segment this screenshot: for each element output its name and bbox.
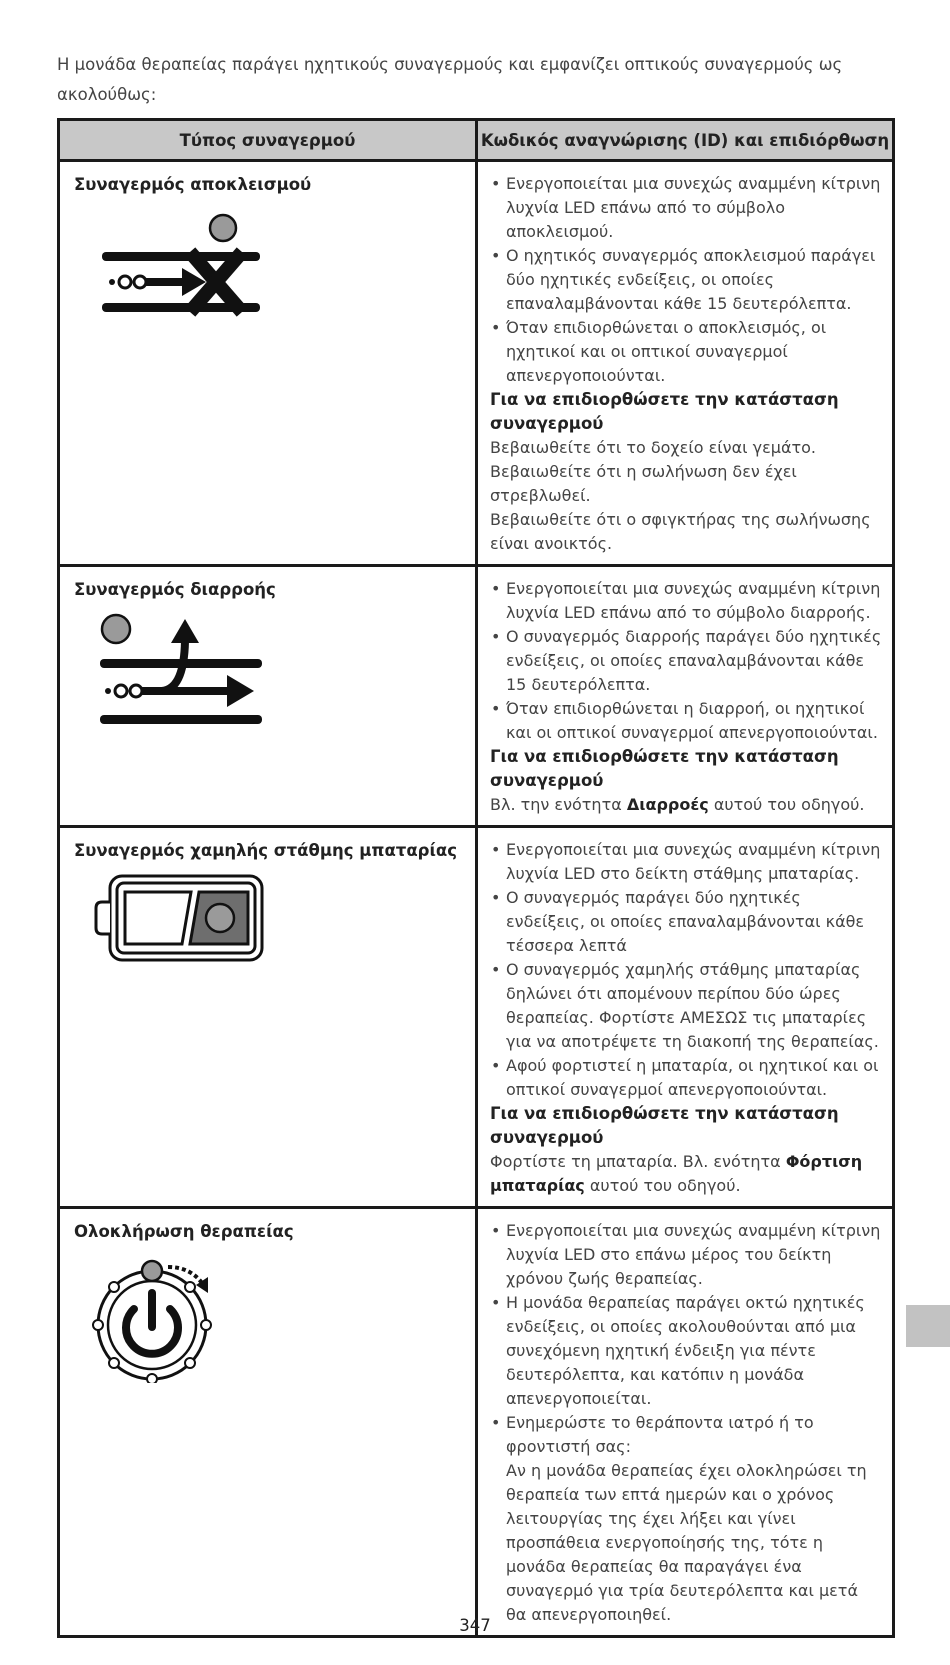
alarm-type-name: Συναγερμός χαμηλής στάθμης μπαταρίας <box>74 841 458 860</box>
list-item: • Όταν επιδιορθώνεται η διαρροή, οι ηχητικοί και οι οπτικοί συναγερμοί απενεργοποιούνται. <box>490 697 882 745</box>
fix-text: Φορτίστε τη μπαταρία. Βλ. ενότητα <box>490 1152 786 1171</box>
table-row-leak <box>59 566 894 827</box>
alarm-type-cell <box>59 827 477 1208</box>
list-item: • Αφού φορτιστεί η μπαταρία, οι ηχητικοί και οι οπτικοί συναγερμοί απενεργοποιούνται. <box>490 1054 882 1102</box>
list-item: • Ενεργοποιείται μια συνεχώς αναμμένη κίτρινη λυχνία LED επάνω από το σύμβολο διαρροής. <box>490 577 882 625</box>
fix-line: Βεβαιωθείτε ότι ο σφιγκτήρας της σωλήνωσης είναι ανοικτός. <box>490 510 871 553</box>
list-item: • Ενεργοποιείται μια συνεχώς αναμμένη κίτρινη λυχνία LED στο επάνω μέρος του δείκτη χρόνου ζωής θεραπείας. <box>490 1219 882 1291</box>
list-item: • Ενημερώστε το θεράποντα ιατρό ή το φροντιστή σας: <box>490 1411 882 1459</box>
fix-title: Για να επιδιορθώσετε την κατάσταση συναγερμού <box>490 747 839 790</box>
fix-section-reference: Διαρροές <box>626 795 709 814</box>
alarm-desc-cell <box>477 566 894 827</box>
fix-text: Βλ. την ενότητα <box>490 795 627 814</box>
list-item: • Ο συναγερμός παράγει δύο ηχητικές ενδείξεις, οι οποίες επαναλαμβάνονται κάθε τέσσερα λεπτά <box>490 886 882 958</box>
alarm-type-name: Συναγερμός αποκλεισμού <box>74 175 312 194</box>
blockage-icon <box>92 206 267 321</box>
alarm-desc-cell <box>477 1208 894 1637</box>
fix-section-reference: Φόρτιση μπαταρίας <box>490 1152 863 1195</box>
alarm-bullets <box>490 172 882 388</box>
header-id-and-fix: Κωδικός αναγνώρισης (ID) και επιδιόρθωση <box>477 120 894 161</box>
fix-line <box>490 1150 882 1198</box>
leak-icon <box>92 611 267 731</box>
fix-line: Βεβαιωθείτε ότι το δοχείο είναι γεμάτο. <box>490 438 816 457</box>
fix-text: αυτού του οδηγού. <box>584 1176 741 1195</box>
page-number: 347 <box>459 1616 491 1635</box>
fix-line: Βεβαιωθείτε ότι η σωλήνωση δεν έχει στρεβλωθεί. <box>490 462 797 505</box>
intro-text: Η μονάδα θεραπείας παράγει ηχητικούς συναγερμούς και εμφανίζει οπτικούς συναγερμούς ως ακολούθως: <box>57 55 843 104</box>
alarm-bullets <box>490 1219 882 1459</box>
alarm-type-cell <box>59 1208 477 1637</box>
alarm-desc-cell <box>477 827 894 1208</box>
list-item: • Η μονάδα θεραπείας παράγει οκτώ ηχητικές ενδείξεις, οι οποίες ακολουθούνται από μια συνεχόμενη ηχητική ένδειξη για πέντε δευτερόλεπτα, και κατόπιν η μονάδα απενεργοποιείται. <box>490 1291 882 1411</box>
list-item: • Ο ηχητικός συναγερμός αποκλεισμού παράγει δύο ηχητικές ενδείξεις, οι οποίες επαναλαμβάνονται κάθε 15 δευτερόλεπτα. <box>490 244 882 316</box>
table-row-low-battery <box>59 827 894 1208</box>
alarm-desc-cell <box>477 161 894 566</box>
table-row-therapy-complete <box>59 1208 894 1637</box>
alarm-type-name: Ολοκλήρωση θεραπείας <box>74 1222 294 1241</box>
table-header-row <box>59 120 894 161</box>
alarm-bullets <box>490 838 882 1102</box>
list-item: • Ο συναγερμός χαμηλής στάθμης μπαταρίας δηλώνει ότι απομένουν περίπου δύο ώρες θεραπείας. Φορτίστε ΑΜΕΣΩΣ τις μπαταρίες για να αποτρέψετε τη διακοπή της θεραπείας. <box>490 958 882 1054</box>
alarm-bullets <box>490 577 882 745</box>
fix-line <box>490 793 882 817</box>
list-item: • Ενεργοποιείται μια συνεχώς αναμμένη κίτρινη λυχνία LED επάνω από το σύμβολο αποκλεισμού. <box>490 172 882 244</box>
table-row-blockage <box>59 161 894 566</box>
header-alarm-type: Τύπος συναγερμού <box>59 120 477 161</box>
alarm-type-cell <box>59 566 477 827</box>
side-tab-marker <box>906 1305 950 1347</box>
fix-title: Για να επιδιορθώσετε την κατάσταση συναγερμού <box>490 390 839 433</box>
list-item: • Όταν επιδιορθώνεται ο αποκλεισμός, οι ηχητικοί και οι οπτικοί συναγερμοί απενεργοποιούνται. <box>490 316 882 388</box>
therapy-complete-power-icon <box>92 1253 242 1383</box>
alarm-table <box>57 118 895 1638</box>
fix-text: αυτού του οδηγού. <box>708 795 865 814</box>
alarm-type-cell <box>59 161 477 566</box>
alarm-type-name: Συναγερμός διαρροής <box>74 580 276 599</box>
list-item: • Ο συναγερμός διαρροής παράγει δύο ηχητικές ενδείξεις, οι οποίες επαναλαμβάνονται κάθε 15 δευτερόλεπτα. <box>490 625 882 697</box>
fix-title: Για να επιδιορθώσετε την κατάσταση συναγερμού <box>490 1104 839 1147</box>
low-battery-icon <box>90 872 270 964</box>
fix-line: Αν η μονάδα θεραπείας έχει ολοκληρώσει τη θεραπεία των επτά ημερών και ο χρόνος λειτουργίας της έχει λήξει και γίνει προσπάθεια ενεργοποίησής της, τότε η μονάδα θεραπείας θα παραγάγει ένα συναγερμό για τρία δευτερόλεπτα και μετά θα απενεργοποιηθεί. <box>506 1461 867 1624</box>
list-item: • Ενεργοποιείται μια συνεχώς αναμμένη κίτρινη λυχνία LED στο δείκτη στάθμης μπαταρίας. <box>490 838 882 886</box>
